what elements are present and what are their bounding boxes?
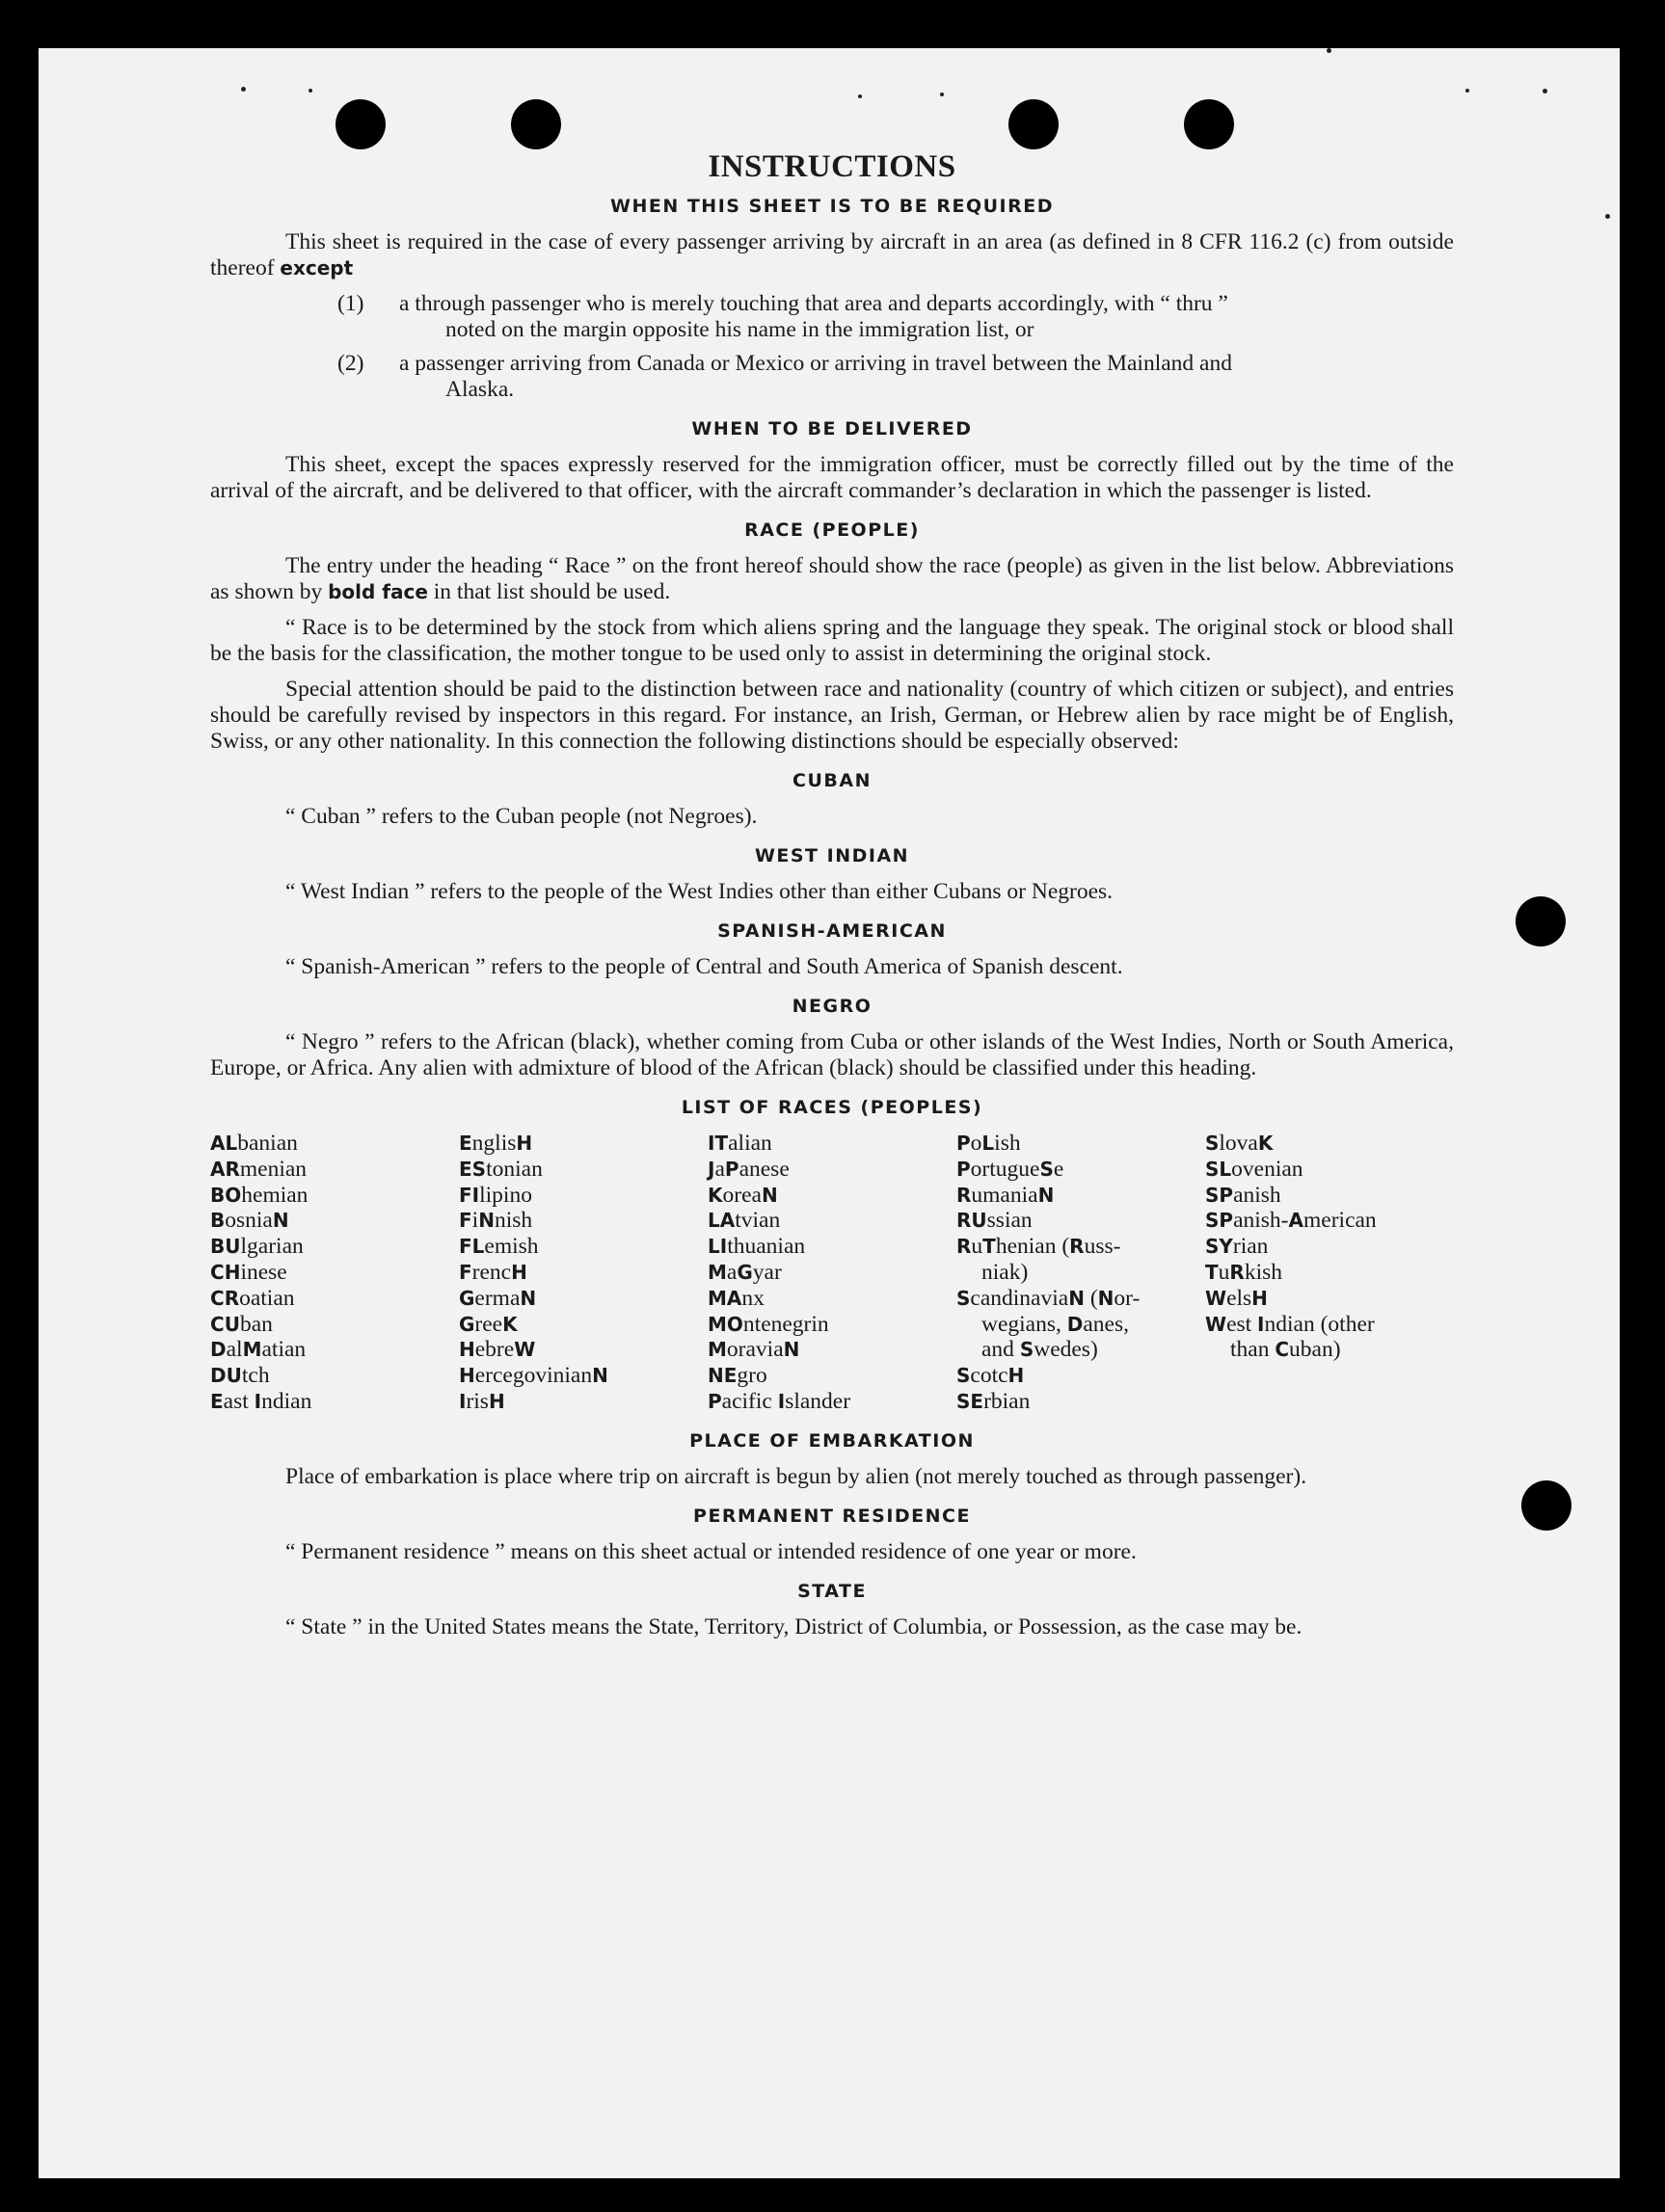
- paragraph-state: “ State ” in the United States means the State, Territory, District of Columbia, or Possession, as the case may be.: [285, 1613, 1302, 1639]
- race-entry: ARmenian: [210, 1156, 308, 1182]
- races-list: [210, 1131, 1454, 1415]
- race-entry: FLemish: [459, 1234, 539, 1260]
- punch-hole: [511, 99, 561, 149]
- instructions-content: [210, 149, 1454, 1650]
- race-entry: JaPanese: [708, 1156, 790, 1182]
- punch-hole: [1516, 896, 1566, 946]
- paragraph-negro: “ Negro ” refers to the African (black), whether coming from Cuba or other islands of the West Indies, North or South America, Europe, or Africa. Any alien with admixture of blood of the African (black) should be classified under this heading.: [210, 1029, 1454, 1080]
- race-entry: EStonian: [459, 1156, 543, 1182]
- race-entry: LAtvian: [708, 1208, 781, 1234]
- race-entry: RUssian: [956, 1208, 1033, 1234]
- race-entry: PortugueSe: [956, 1156, 1064, 1182]
- paragraph-spanish-american: “ Spanish-American ” refers to the people of Central and South America of Spanish descent.: [285, 954, 1123, 979]
- heading-negro: NEGRO: [792, 996, 873, 1017]
- paragraph-west-indian: “ West Indian ” refers to the people of the West Indies other than either Cubans or Negroes.: [285, 879, 1114, 904]
- race-entry: GermaN: [459, 1285, 537, 1311]
- race-entry: FiNnish: [459, 1208, 533, 1234]
- race-entry: TuRkish: [1205, 1259, 1282, 1285]
- race-entry: wegians, Danes,: [981, 1311, 1130, 1337]
- item-line: noted on the margin opposite his name in the immigration list, or: [445, 317, 1034, 342]
- race-entry: SYrian: [1205, 1234, 1269, 1260]
- paragraph-race-1: [210, 553, 1454, 605]
- paragraph-text: This sheet is required in the case of every passenger arriving by aircraft in an area (as defined in 8 CFR 116.2 (c) from outside thereof: [210, 229, 1454, 280]
- race-entry: RuThenian (Russ-: [956, 1234, 1121, 1260]
- speck: [940, 93, 944, 96]
- punch-hole: [336, 99, 386, 149]
- race-entry: CUban: [210, 1311, 273, 1337]
- race-entry: Pacific Islander: [708, 1388, 851, 1414]
- page-title: INSTRUCTIONS: [708, 149, 956, 184]
- speck: [1465, 89, 1469, 93]
- heading-state: STATE: [797, 1580, 867, 1602]
- race-entry: DalMatian: [210, 1337, 307, 1363]
- heading-permanent-residence: PERMANENT RESIDENCE: [693, 1505, 971, 1527]
- race-entry: MOntenegrin: [708, 1311, 829, 1337]
- heading-race: RACE (PEOPLE): [744, 520, 920, 541]
- speck: [1605, 214, 1610, 219]
- race-entry: MaGyar: [708, 1259, 782, 1285]
- race-entry: KoreaN: [708, 1182, 778, 1208]
- race-entry: MoraviaN: [708, 1337, 800, 1363]
- heading-embarkation: PLACE OF EMBARKATION: [689, 1429, 975, 1452]
- race-entry: BOhemian: [210, 1182, 309, 1208]
- punch-hole: [1184, 99, 1234, 149]
- race-entry: and Swedes): [981, 1337, 1098, 1363]
- paragraph-text: in that list should be used.: [433, 579, 671, 604]
- paragraph-permanent-residence: “ Permanent residence ” means on this sheet actual or intended residence of one year or more.: [285, 1538, 1137, 1564]
- race-entry: ScotcH: [956, 1363, 1025, 1389]
- paragraph-required: [210, 229, 1454, 281]
- race-entry: FrencH: [459, 1259, 527, 1285]
- speck: [241, 87, 246, 92]
- race-entry: LIthuanian: [708, 1234, 806, 1260]
- heading-spanish-american: SPANISH-AMERICAN: [717, 920, 947, 942]
- race-entry: HebreW: [459, 1337, 536, 1363]
- race-entry: IrisH: [459, 1388, 505, 1414]
- race-entry: ALbanian: [210, 1131, 298, 1156]
- item-number: (1): [337, 291, 364, 316]
- race-column: [459, 1131, 708, 1415]
- item-number: (2): [337, 351, 364, 376]
- paragraph-embarkation: Place of embarkation is place where trip on aircraft is begun by alien (not merely touched as through passenger).: [285, 1463, 1307, 1489]
- exception-item-1: [210, 291, 1454, 343]
- race-entry: PoLish: [956, 1131, 1021, 1156]
- paragraph-cuban: “ Cuban ” refers to the Cuban people (not Negroes).: [285, 804, 758, 829]
- race-entry: NEgro: [708, 1363, 767, 1389]
- exception-item-2: [210, 351, 1454, 403]
- race-entry: SlovaK: [1205, 1131, 1274, 1156]
- race-entry: niak): [981, 1259, 1029, 1285]
- race-entry: MAnx: [708, 1285, 765, 1311]
- race-entry: CRoatian: [210, 1285, 295, 1311]
- race-entry: ScandinaviaN (Nor-: [956, 1285, 1141, 1311]
- speck: [1543, 89, 1547, 93]
- item-text: [399, 351, 1454, 403]
- race-entry: EnglisH: [459, 1131, 533, 1156]
- heading-list-of-races: LIST OF RACES (PEOPLES): [681, 1097, 983, 1118]
- paragraph-race-3: Special attention should be paid to the distinction between race and nationality (country of which citizen or subject), and entries should be carefully revised by inspectors in this regard. For instance, an Irish, German, or Hebrew alien by race might be of English, Swiss, or any other nationality. In this connection the following distinctions should be especially observed:: [210, 677, 1454, 754]
- race-entry: GreeK: [459, 1311, 518, 1337]
- punch-hole: [1521, 1480, 1571, 1531]
- race-entry: DUtch: [210, 1363, 270, 1389]
- race-column: [1205, 1131, 1454, 1415]
- race-entry: BUlgarian: [210, 1234, 304, 1260]
- race-entry: FIlipino: [459, 1182, 532, 1208]
- item-text: [399, 291, 1454, 343]
- race-column: [210, 1131, 459, 1415]
- race-entry: BosniaN: [210, 1208, 289, 1234]
- bold-text: bold face: [328, 580, 428, 603]
- punch-hole: [1008, 99, 1059, 149]
- item-line: Alaska.: [445, 377, 515, 402]
- race-entry: East Indian: [210, 1388, 312, 1414]
- bold-text: except: [280, 256, 354, 280]
- race-entry: West Indian (other: [1205, 1311, 1375, 1337]
- heading-west-indian: WEST INDIAN: [754, 845, 910, 866]
- race-entry: RumaniaN: [956, 1182, 1055, 1208]
- paragraph-race-2: “ Race is to be determined by the stock from which aliens spring and the language they speak. The original stock or blood shall be the basis for the classification, the mother tongue to be used only to assist in determining the original stock.: [210, 615, 1454, 666]
- race-entry: WelsH: [1205, 1285, 1268, 1311]
- race-column: [708, 1131, 956, 1415]
- heading-when-delivered: WHEN TO BE DELIVERED: [691, 418, 973, 440]
- speck: [858, 94, 862, 98]
- speck: [1327, 48, 1331, 53]
- item-line: a through passenger who is merely touching that area and departs accordingly, with “ thru ”: [399, 291, 1228, 316]
- paragraph-text: The entry under the heading “ Race ” on the front hereof should show the race (people) as given in the list below. Abbreviations as shown by: [210, 553, 1454, 604]
- heading-cuban: CUBAN: [792, 770, 872, 791]
- race-entry: SPanish-American: [1205, 1208, 1377, 1234]
- heading-when-required: WHEN THIS SHEET IS TO BE REQUIRED: [609, 196, 1054, 217]
- paragraph-delivered: This sheet, except the spaces expressly reserved for the immigration officer, must be correctly filled out by the time of the arrival of the aircraft, and be delivered to that officer, with the aircraft commander’s declaration in which the passenger is listed.: [210, 452, 1454, 503]
- item-line: a passenger arriving from Canada or Mexico or arriving in travel between the Mainland and: [399, 351, 1232, 376]
- race-entry: SPanish: [1205, 1182, 1281, 1208]
- race-entry: HercegovinianN: [459, 1363, 608, 1389]
- speck: [309, 89, 312, 93]
- race-entry: SLovenian: [1205, 1156, 1303, 1182]
- race-entry: CHinese: [210, 1259, 287, 1285]
- race-column: [956, 1131, 1205, 1415]
- race-entry: than Cuban): [1230, 1337, 1341, 1363]
- race-entry: SErbian: [956, 1388, 1031, 1414]
- race-entry: ITalian: [708, 1131, 772, 1156]
